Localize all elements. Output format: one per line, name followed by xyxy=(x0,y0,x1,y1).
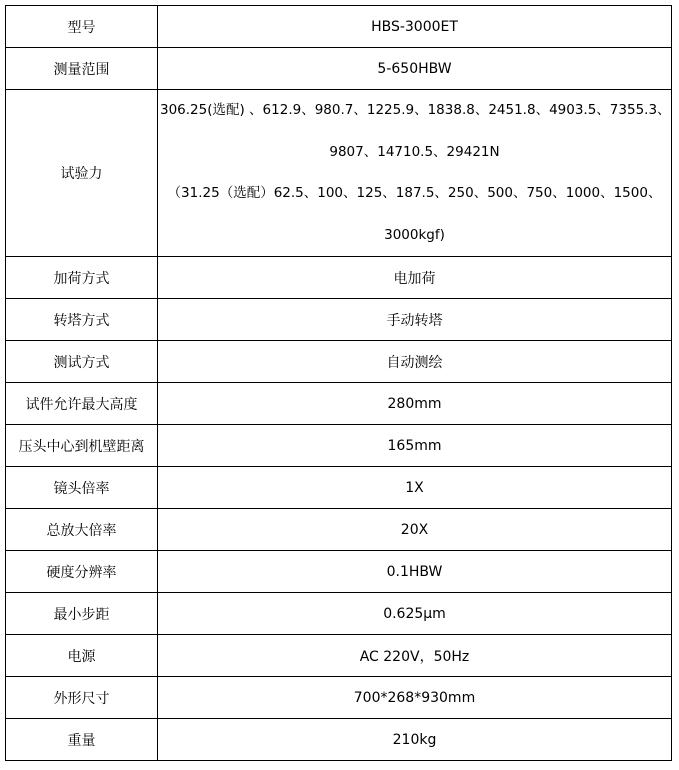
row-value: 手动转塔 xyxy=(158,299,672,341)
row-label: 硬度分辨率 xyxy=(6,551,158,593)
test-force-line: 306.25(选配) 、612.9、980.7、1225.9、1838.8、2451.8、4903.5、7355.3、 xyxy=(160,102,671,118)
row-label: 测试方式 xyxy=(6,341,158,383)
row-value: HBS-3000ET xyxy=(158,6,672,48)
table-row xyxy=(6,551,672,593)
spec-table xyxy=(5,5,672,761)
row-value: 5-650HBW xyxy=(158,48,672,90)
test-force-line: （31.25（选配）62.5、100、125、187.5、250、500、750、1000、1500、 xyxy=(167,185,662,201)
row-value-multiline xyxy=(158,90,672,257)
row-label: 转塔方式 xyxy=(6,299,158,341)
row-value: 20X xyxy=(158,509,672,551)
row-value: 280mm xyxy=(158,383,672,425)
row-label: 测量范围 xyxy=(6,48,158,90)
row-label: 加荷方式 xyxy=(6,257,158,299)
row-value: 0.625μm xyxy=(158,593,672,635)
table-row xyxy=(6,635,672,677)
row-label: 试件允许最大高度 xyxy=(6,383,158,425)
table-row xyxy=(6,6,672,48)
table-row xyxy=(6,48,672,90)
row-value: AC 220V，50Hz xyxy=(158,635,672,677)
test-force-line: 3000kgf) xyxy=(384,226,445,243)
row-value: 165mm xyxy=(158,425,672,467)
table-row xyxy=(6,257,672,299)
table-row xyxy=(6,425,672,467)
row-label: 压头中心到机壁距离 xyxy=(6,425,158,467)
test-force-line: 9807、14710.5、29421N xyxy=(329,143,500,160)
row-label: 电源 xyxy=(6,635,158,677)
table-row xyxy=(6,509,672,551)
row-value: 电加荷 xyxy=(158,257,672,299)
row-label: 最小步距 xyxy=(6,593,158,635)
table-row xyxy=(6,719,672,761)
table-row xyxy=(6,593,672,635)
row-label: 重量 xyxy=(6,719,158,761)
row-label: 外形尺寸 xyxy=(6,677,158,719)
row-value: 700*268*930mm xyxy=(158,677,672,719)
row-label: 镜头倍率 xyxy=(6,467,158,509)
table-row xyxy=(6,90,672,257)
row-label: 型号 xyxy=(6,6,158,48)
row-value: 0.1HBW xyxy=(158,551,672,593)
row-label: 试验力 xyxy=(6,90,158,257)
table-row xyxy=(6,341,672,383)
row-value: 210kg xyxy=(158,719,672,761)
row-label: 总放大倍率 xyxy=(6,509,158,551)
row-value: 自动测绘 xyxy=(158,341,672,383)
table-row xyxy=(6,299,672,341)
table-row xyxy=(6,677,672,719)
table-row xyxy=(6,467,672,509)
row-value: 1X xyxy=(158,467,672,509)
table-row xyxy=(6,383,672,425)
